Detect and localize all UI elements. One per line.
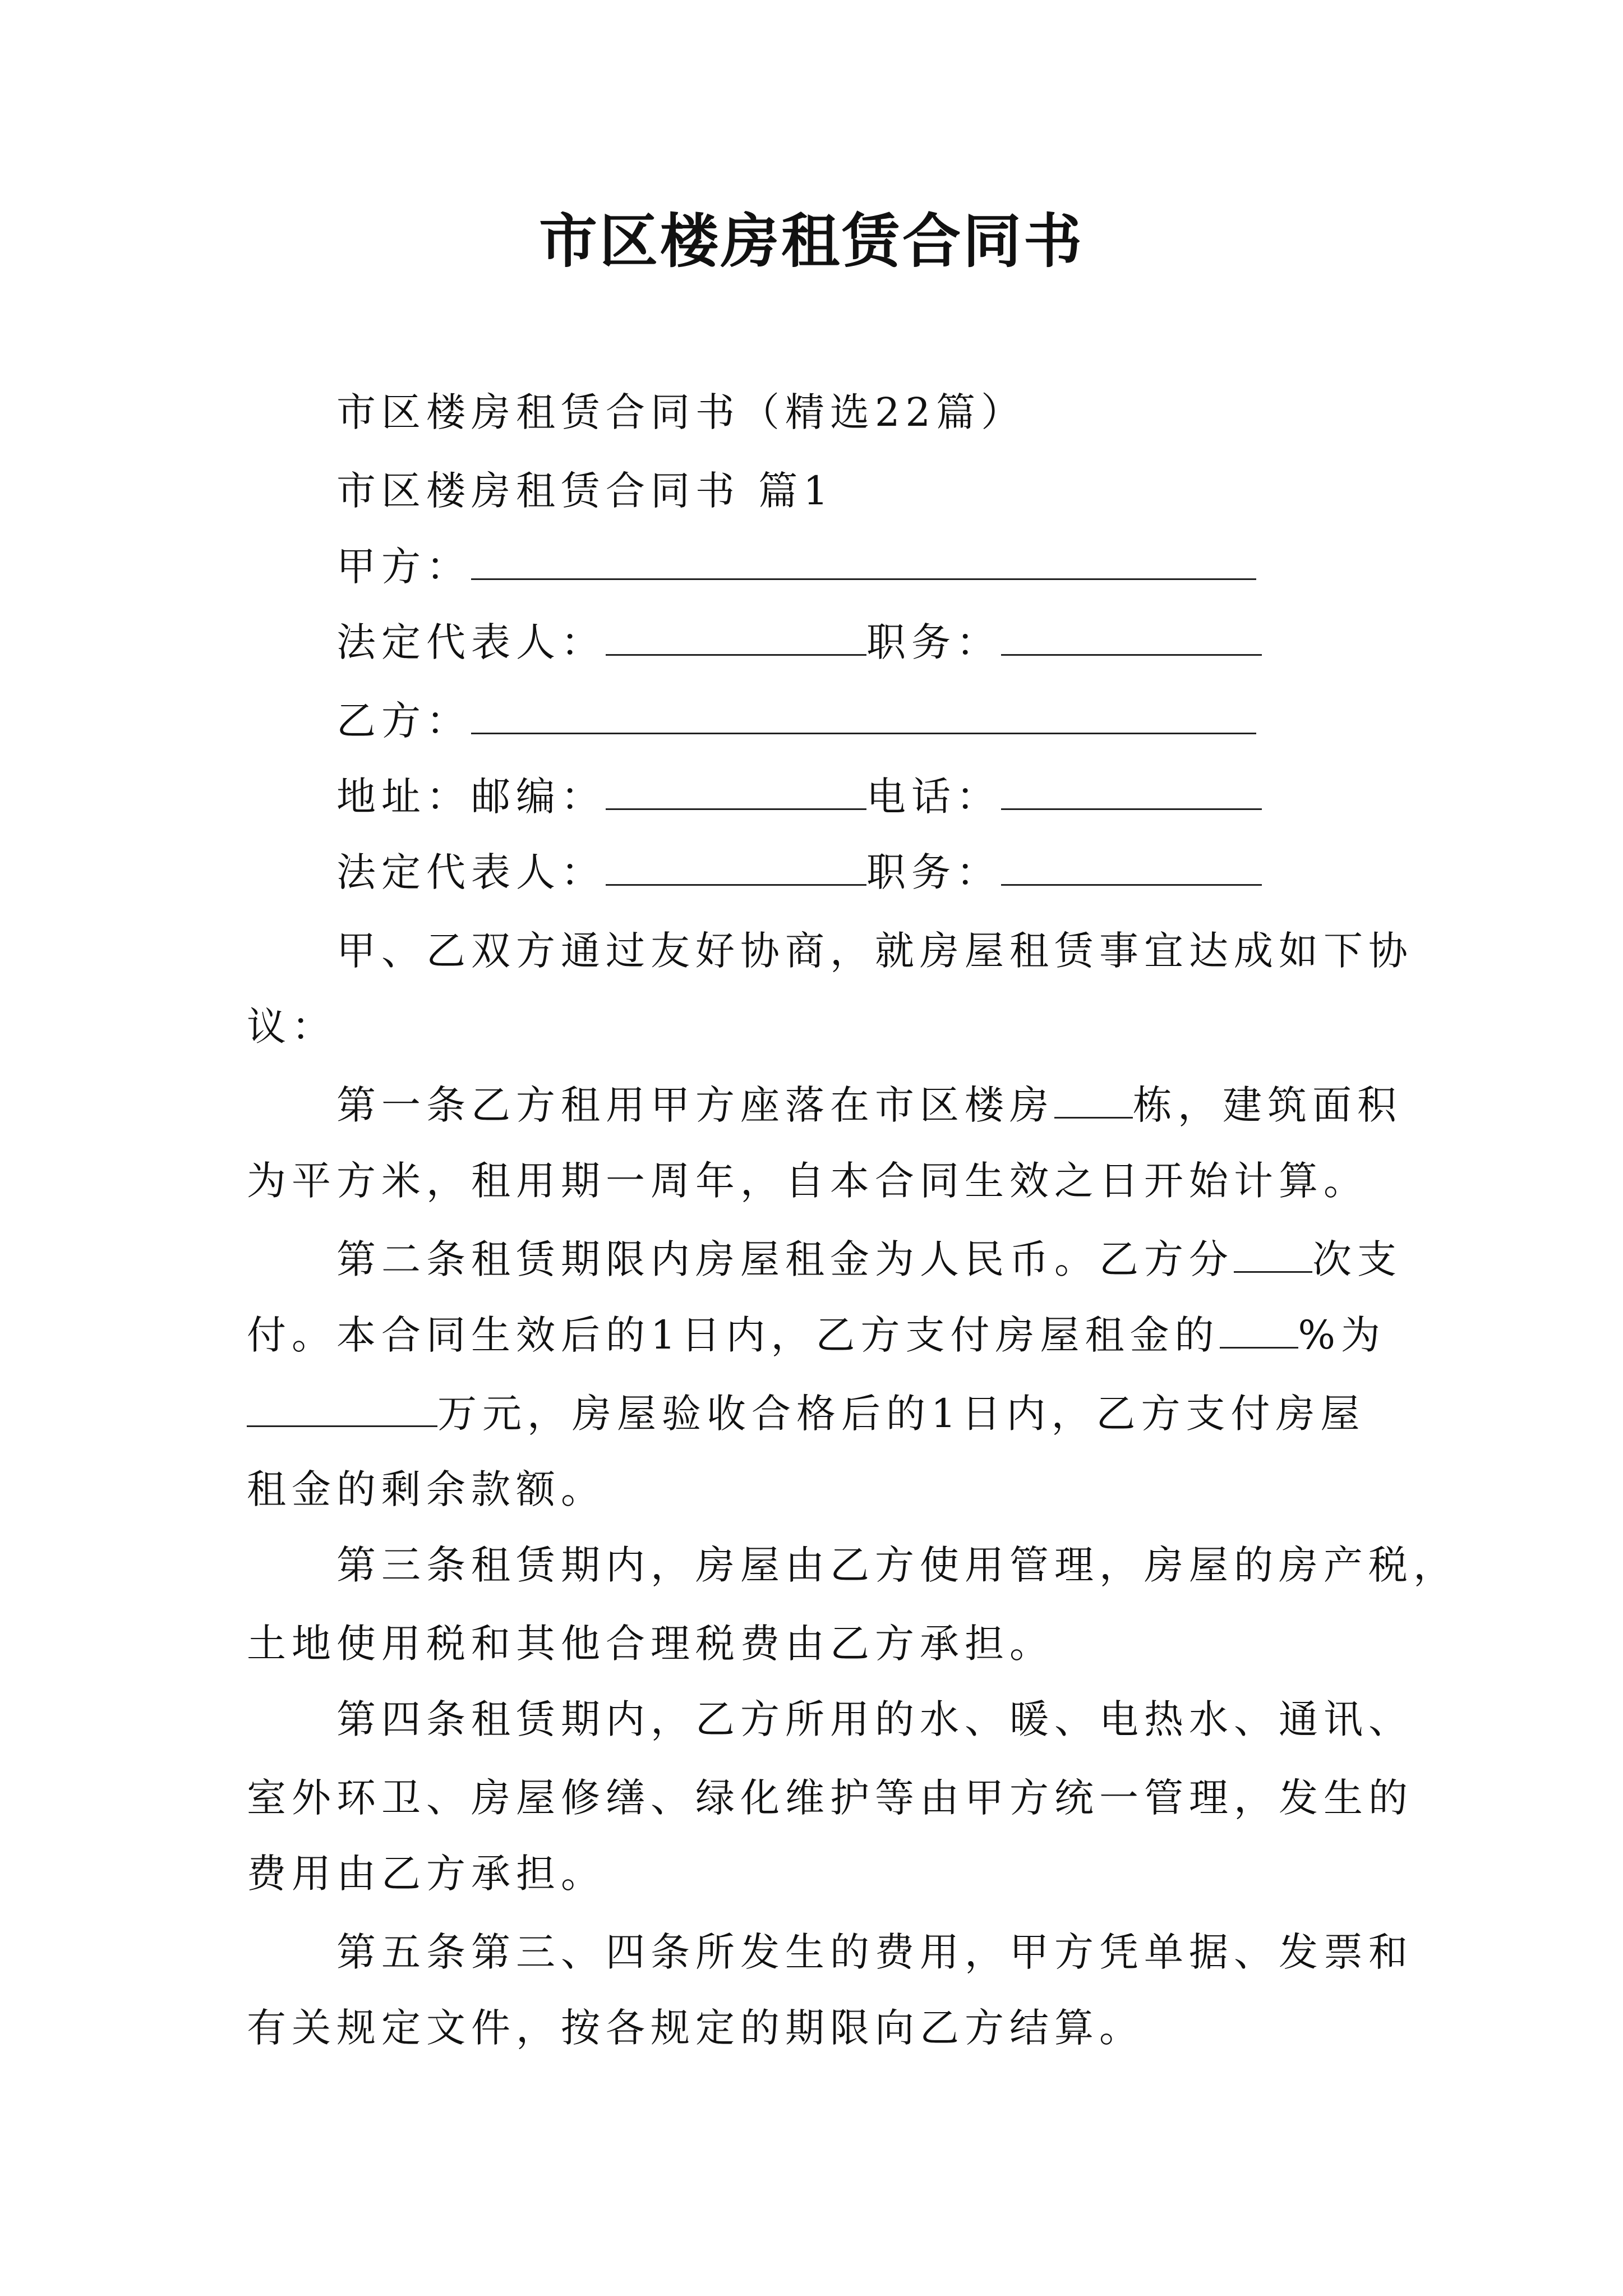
amount-blank	[247, 1391, 437, 1427]
address-line	[336, 771, 1262, 822]
article-1-text-a: 第一条乙方租用甲方座落在市区楼房	[336, 1082, 1054, 1128]
position-blank-1	[1001, 619, 1262, 656]
article-4-line-1: 第四条租赁期内，乙方所用的水、暖、电热水、通讯、	[336, 1696, 1413, 1742]
article-4-line-2: 室外环卫、房屋修缮、绿化维护等由甲方统一管理，发生的	[247, 1775, 1413, 1821]
party-a-blank	[471, 544, 1256, 580]
legal-rep-label-2: 法定代表人：	[336, 849, 606, 895]
position-label-1: 职务：	[866, 619, 1001, 665]
article-4-line-3: 费用由乙方承担。	[247, 1851, 606, 1897]
party-a-line	[336, 541, 1256, 592]
postcode-blank	[606, 774, 866, 810]
party-b-line	[336, 696, 1256, 746]
article-1-text-b: 栋，建筑面积	[1133, 1082, 1402, 1128]
party-b-label: 乙方：	[336, 698, 471, 744]
document-subtitle: 市区楼房租赁合同书（精选22篇）	[336, 389, 1026, 435]
legal-rep-line-2	[336, 847, 1262, 898]
legal-rep-line-1	[336, 617, 1262, 668]
article-1-line-2: 为平方米，租用期一周年，自本合同生效之日开始计算。	[247, 1158, 1368, 1204]
address-label: 地址：邮编：	[336, 774, 606, 820]
legal-rep-blank-2	[606, 849, 866, 886]
article-3-line-2: 土地使用税和其他合理税费由乙方承担。	[247, 1621, 1054, 1667]
intro-line-1: 甲、乙双方通过友好协商，就房屋租赁事宜达成如下协	[336, 928, 1413, 974]
phone-label: 电话：	[866, 774, 1001, 820]
article-2-line-1	[336, 1234, 1402, 1285]
article-2-line-4: 租金的剩余款额。	[247, 1466, 606, 1512]
intro-line-2: 议：	[247, 1004, 336, 1050]
party-b-blank	[471, 698, 1256, 734]
article-1-line-1	[336, 1080, 1402, 1130]
legal-rep-label-1: 法定代表人：	[336, 619, 606, 665]
section-heading: 市区楼房租赁合同书 篇1	[336, 468, 834, 514]
payment-times-blank	[1234, 1236, 1312, 1273]
article-2-line-2	[247, 1310, 1386, 1360]
party-a-label: 甲方：	[336, 544, 471, 590]
article-2-text-b: 次支	[1312, 1236, 1402, 1282]
article-2-text-d: %为	[1298, 1312, 1386, 1358]
position-blank-2	[1001, 849, 1262, 886]
article-2-text-e: 万元，房屋验收合格后的1日内，乙方支付房屋	[437, 1391, 1366, 1437]
document-title: 市区楼房租赁合同书	[538, 206, 1084, 275]
article-2-text-c: 付。本合同生效后的1日内，乙方支付房屋租金的	[247, 1312, 1220, 1358]
phone-blank	[1001, 774, 1262, 810]
position-label-2: 职务：	[866, 849, 1001, 895]
building-number-blank	[1054, 1082, 1133, 1119]
article-5-line-2: 有关规定文件，按各规定的期限向乙方结算。	[247, 2005, 1144, 2051]
article-3-line-1: 第三条租赁期内，房屋由乙方使用管理，房屋的房产税，	[336, 1542, 1458, 1588]
article-2-line-3	[247, 1388, 1366, 1439]
article-5-line-1: 第五条第三、四条所发生的费用，甲方凭单据、发票和	[336, 1929, 1413, 1975]
article-2-text-a: 第二条租赁期限内房屋租金为人民币。乙方分	[336, 1236, 1234, 1282]
percent-blank	[1220, 1312, 1298, 1349]
legal-rep-blank-1	[606, 619, 866, 656]
